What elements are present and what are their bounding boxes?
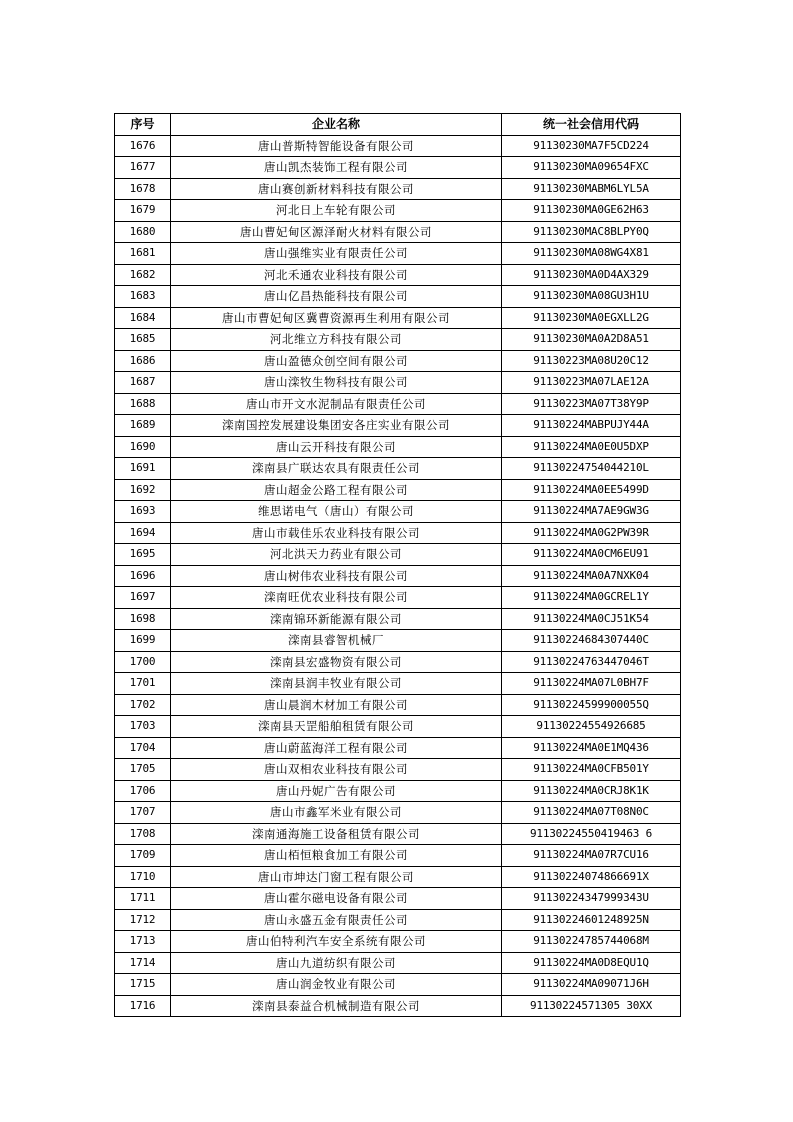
table-row <box>115 608 681 630</box>
table-row <box>115 823 681 845</box>
cell-serial-number: 1701 <box>115 673 171 695</box>
table-row <box>115 995 681 1017</box>
table-row <box>115 952 681 974</box>
cell-serial-number: 1678 <box>115 178 171 200</box>
cell-enterprise-name: 唐山蔚蓝海洋工程有限公司 <box>171 737 502 759</box>
cell-enterprise-name: 河北日上车轮有限公司 <box>171 200 502 222</box>
cell-serial-number: 1677 <box>115 157 171 179</box>
table-row <box>115 931 681 953</box>
cell-enterprise-name: 唐山市鑫军米业有限公司 <box>171 802 502 824</box>
table-row <box>115 888 681 910</box>
cell-enterprise-name: 滦南县睿智机械厂 <box>171 630 502 652</box>
cell-credit-code: 91130224MA0GCREL1Y <box>502 587 681 609</box>
cell-serial-number: 1699 <box>115 630 171 652</box>
table-row <box>115 157 681 179</box>
table-row <box>115 479 681 501</box>
cell-credit-code: 91130224MA7AE9GW3G <box>502 501 681 523</box>
table-row <box>115 737 681 759</box>
cell-enterprise-name: 唐山云开科技有限公司 <box>171 436 502 458</box>
table-row <box>115 909 681 931</box>
table-row <box>115 694 681 716</box>
cell-credit-code: 91130224601248925N <box>502 909 681 931</box>
table-body <box>115 135 681 1017</box>
table-row <box>115 415 681 437</box>
table-row <box>115 178 681 200</box>
cell-serial-number: 1689 <box>115 415 171 437</box>
header-serial-number: 序号 <box>115 114 171 136</box>
cell-enterprise-name: 唐山永盛五金有限责任公司 <box>171 909 502 931</box>
table-row <box>115 264 681 286</box>
table-row <box>115 759 681 781</box>
cell-serial-number: 1685 <box>115 329 171 351</box>
cell-credit-code: 91130230MAC8BLPY0Q <box>502 221 681 243</box>
cell-credit-code: 91130230MA09654FXC <box>502 157 681 179</box>
cell-serial-number: 1709 <box>115 845 171 867</box>
cell-enterprise-name: 唐山九道纺织有限公司 <box>171 952 502 974</box>
table-row <box>115 802 681 824</box>
cell-serial-number: 1704 <box>115 737 171 759</box>
table-row <box>115 372 681 394</box>
table-row <box>115 522 681 544</box>
cell-serial-number: 1706 <box>115 780 171 802</box>
cell-serial-number: 1713 <box>115 931 171 953</box>
cell-serial-number: 1681 <box>115 243 171 265</box>
cell-serial-number: 1702 <box>115 694 171 716</box>
table-row <box>115 845 681 867</box>
cell-enterprise-name: 唐山盈德众创空间有限公司 <box>171 350 502 372</box>
cell-serial-number: 1712 <box>115 909 171 931</box>
cell-credit-code: 91130224MA0CFB501Y <box>502 759 681 781</box>
cell-credit-code: 91130224MA0G2PW39R <box>502 522 681 544</box>
cell-credit-code: 91130230MABM6LYL5A <box>502 178 681 200</box>
table-row <box>115 673 681 695</box>
cell-credit-code: 91130224MA0E0U5DXP <box>502 436 681 458</box>
table-row <box>115 565 681 587</box>
cell-credit-code: 91130230MA0A2D8A51 <box>502 329 681 351</box>
table-row <box>115 436 681 458</box>
cell-credit-code: 91130224347999343U <box>502 888 681 910</box>
cell-credit-code: 91130224MA07L0BH7F <box>502 673 681 695</box>
cell-serial-number: 1688 <box>115 393 171 415</box>
table-row <box>115 651 681 673</box>
cell-enterprise-name: 滦南县润丰牧业有限公司 <box>171 673 502 695</box>
table-row <box>115 243 681 265</box>
cell-enterprise-name: 唐山亿昌热能科技有限公司 <box>171 286 502 308</box>
cell-credit-code: 91130223MA08U20C12 <box>502 350 681 372</box>
cell-enterprise-name: 唐山树伟农业科技有限公司 <box>171 565 502 587</box>
cell-serial-number: 1700 <box>115 651 171 673</box>
cell-serial-number: 1695 <box>115 544 171 566</box>
cell-serial-number: 1691 <box>115 458 171 480</box>
table-row <box>115 630 681 652</box>
cell-credit-code: 91130224MA0CM6EU91 <box>502 544 681 566</box>
cell-enterprise-name: 唐山丹妮广告有限公司 <box>171 780 502 802</box>
cell-enterprise-name: 唐山强维实业有限责任公司 <box>171 243 502 265</box>
cell-serial-number: 1687 <box>115 372 171 394</box>
cell-enterprise-name: 滦南通海施工设备租赁有限公司 <box>171 823 502 845</box>
cell-serial-number: 1679 <box>115 200 171 222</box>
cell-enterprise-name: 滦南县天罡船舶租赁有限公司 <box>171 716 502 738</box>
cell-enterprise-name: 唐山霍尔磁电设备有限公司 <box>171 888 502 910</box>
cell-enterprise-name: 滦南锦环新能源有限公司 <box>171 608 502 630</box>
table-row <box>115 200 681 222</box>
table-header-row <box>115 114 681 136</box>
cell-serial-number: 1708 <box>115 823 171 845</box>
cell-credit-code: 91130224074866691X <box>502 866 681 888</box>
table-row <box>115 716 681 738</box>
cell-credit-code: 91130224MABPUJY44A <box>502 415 681 437</box>
cell-credit-code: 91130224599900055Q <box>502 694 681 716</box>
cell-serial-number: 1711 <box>115 888 171 910</box>
table-row <box>115 544 681 566</box>
cell-serial-number: 1692 <box>115 479 171 501</box>
cell-enterprise-name: 唐山伯特利汽车安全系统有限公司 <box>171 931 502 953</box>
cell-credit-code: 91130224754044210L <box>502 458 681 480</box>
cell-enterprise-name: 滦南县宏盛物资有限公司 <box>171 651 502 673</box>
cell-enterprise-name: 唐山晨润木材加工有限公司 <box>171 694 502 716</box>
cell-enterprise-name: 唐山栢恒粮食加工有限公司 <box>171 845 502 867</box>
header-credit-code: 统一社会信用代码 <box>502 114 681 136</box>
cell-serial-number: 1696 <box>115 565 171 587</box>
cell-serial-number: 1680 <box>115 221 171 243</box>
cell-credit-code: 91130230MA0GE62H63 <box>502 200 681 222</box>
cell-credit-code: 91130224MA0EE5499D <box>502 479 681 501</box>
cell-credit-code: 91130230MA0D4AX329 <box>502 264 681 286</box>
cell-enterprise-name: 河北洪天力药业有限公司 <box>171 544 502 566</box>
cell-enterprise-name: 唐山市曹妃甸区冀曹资源再生利用有限公司 <box>171 307 502 329</box>
cell-serial-number: 1705 <box>115 759 171 781</box>
table-row <box>115 458 681 480</box>
table-row <box>115 307 681 329</box>
cell-credit-code: 91130230MA08WG4X81 <box>502 243 681 265</box>
cell-credit-code: 91130224MA0CJ51K54 <box>502 608 681 630</box>
cell-enterprise-name: 唐山赛创新材料科技有限公司 <box>171 178 502 200</box>
cell-credit-code: 91130230MA7F5CD224 <box>502 135 681 157</box>
cell-serial-number: 1698 <box>115 608 171 630</box>
cell-enterprise-name: 唐山市载佳乐农业科技有限公司 <box>171 522 502 544</box>
cell-credit-code: 91130224554926685 <box>502 716 681 738</box>
cell-serial-number: 1703 <box>115 716 171 738</box>
table-row <box>115 974 681 996</box>
table-row <box>115 501 681 523</box>
cell-serial-number: 1707 <box>115 802 171 824</box>
cell-serial-number: 1686 <box>115 350 171 372</box>
table-row <box>115 866 681 888</box>
cell-credit-code: 91130224MA0A7NXK04 <box>502 565 681 587</box>
cell-serial-number: 1710 <box>115 866 171 888</box>
cell-credit-code: 91130224763447046T <box>502 651 681 673</box>
cell-credit-code: 91130224571305 30XX <box>502 995 681 1017</box>
cell-enterprise-name: 滦南县泰益合机械制造有限公司 <box>171 995 502 1017</box>
cell-serial-number: 1683 <box>115 286 171 308</box>
cell-enterprise-name: 唐山市坤达门窗工程有限公司 <box>171 866 502 888</box>
cell-credit-code: 91130223MA07T38Y9P <box>502 393 681 415</box>
cell-enterprise-name: 唐山市开文水泥制品有限责任公司 <box>171 393 502 415</box>
table-row <box>115 221 681 243</box>
cell-enterprise-name: 唐山滦牧生物科技有限公司 <box>171 372 502 394</box>
cell-serial-number: 1716 <box>115 995 171 1017</box>
cell-credit-code: 91130230MA0EGXLL2G <box>502 307 681 329</box>
cell-credit-code: 91130230MA08GU3H1U <box>502 286 681 308</box>
cell-enterprise-name: 滦南县广联达农具有限责任公司 <box>171 458 502 480</box>
cell-serial-number: 1715 <box>115 974 171 996</box>
cell-enterprise-name: 滦南旺优农业科技有限公司 <box>171 587 502 609</box>
cell-credit-code: 91130224MA0E1MQ436 <box>502 737 681 759</box>
cell-credit-code: 91130224MA07T08N0C <box>502 802 681 824</box>
cell-serial-number: 1690 <box>115 436 171 458</box>
table-row <box>115 329 681 351</box>
table-row <box>115 393 681 415</box>
cell-credit-code: 91130224785744068M <box>502 931 681 953</box>
table-row <box>115 350 681 372</box>
header-enterprise-name: 企业名称 <box>171 114 502 136</box>
cell-credit-code: 91130224MA0CRJ8K1K <box>502 780 681 802</box>
cell-serial-number: 1684 <box>115 307 171 329</box>
table-row <box>115 135 681 157</box>
cell-enterprise-name: 唐山普斯特智能设备有限公司 <box>171 135 502 157</box>
cell-serial-number: 1682 <box>115 264 171 286</box>
enterprise-registry-table <box>114 113 681 1017</box>
table-row <box>115 286 681 308</box>
cell-enterprise-name: 维思诺电气（唐山）有限公司 <box>171 501 502 523</box>
cell-credit-code: 91130224MA0D8EQU1Q <box>502 952 681 974</box>
cell-enterprise-name: 唐山双相农业科技有限公司 <box>171 759 502 781</box>
cell-serial-number: 1694 <box>115 522 171 544</box>
cell-credit-code: 91130224684307440C <box>502 630 681 652</box>
cell-enterprise-name: 河北禾通农业科技有限公司 <box>171 264 502 286</box>
cell-credit-code: 91130224MA09071J6H <box>502 974 681 996</box>
cell-serial-number: 1697 <box>115 587 171 609</box>
cell-enterprise-name: 唐山润金牧业有限公司 <box>171 974 502 996</box>
cell-serial-number: 1676 <box>115 135 171 157</box>
cell-credit-code: 91130224MA07R7CU16 <box>502 845 681 867</box>
cell-enterprise-name: 唐山超金公路工程有限公司 <box>171 479 502 501</box>
cell-credit-code: 91130223MA07LAE12A <box>502 372 681 394</box>
table-row <box>115 780 681 802</box>
cell-serial-number: 1714 <box>115 952 171 974</box>
table-row <box>115 587 681 609</box>
cell-enterprise-name: 唐山凯杰装饰工程有限公司 <box>171 157 502 179</box>
cell-enterprise-name: 滦南国控发展建设集团安各庄实业有限公司 <box>171 415 502 437</box>
cell-serial-number: 1693 <box>115 501 171 523</box>
cell-credit-code: 91130224550419463 6 <box>502 823 681 845</box>
cell-enterprise-name: 河北维立方科技有限公司 <box>171 329 502 351</box>
cell-enterprise-name: 唐山曹妃甸区源泽耐火材料有限公司 <box>171 221 502 243</box>
